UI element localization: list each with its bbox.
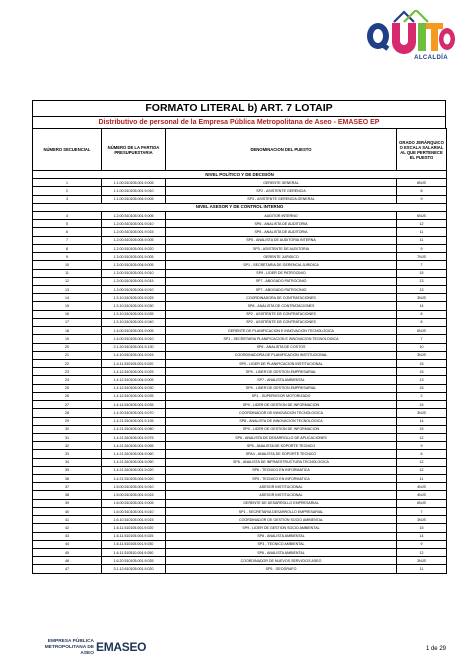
cell-sequence: 37	[33, 483, 102, 491]
cell-position: SP3 - ASISTENTE DE AUDITORIA	[166, 244, 397, 252]
column-header-sequence: NÚMERO SECUENCIAL	[33, 129, 102, 171]
cell-grade: 6NJS	[397, 212, 447, 220]
cell-sequence: 5	[33, 220, 102, 228]
cell-position: GERENTE DE PLANIFICACION E INNOVACION TECNOLOGICA	[166, 327, 397, 335]
cell-sequence: 44	[33, 540, 102, 548]
cell-position: SP9 - LIDER DE GESTION DE INFORMACION	[166, 425, 397, 433]
cell-budget-item: 1.1.00.510105.001.9.010	[102, 187, 166, 195]
cell-position: SP2 - ASISTENTE GERENCIA	[166, 187, 397, 195]
cell-position: SP5 - ANALISTA DE SOPORTE TECNICO	[166, 442, 397, 450]
cell-sequence: 43	[33, 532, 102, 540]
cell-position: SP2 - ASISTENTE DE CONTRATACIONES	[166, 318, 397, 326]
cell-grade: 12	[397, 433, 447, 441]
cell-grade: 11	[397, 475, 447, 483]
cell-grade: 9	[397, 540, 447, 548]
cell-budget-item: 1.4.12.510105.001.9.035	[102, 392, 166, 400]
table-row	[33, 409, 447, 417]
table-row	[33, 491, 447, 499]
cell-grade: 9	[397, 195, 447, 203]
cell-position: GERENTE JURIDICO	[166, 253, 397, 261]
cell-sequence: 47	[33, 565, 102, 573]
cell-budget-item: 1.5.00.510105.001.9.015	[102, 491, 166, 499]
table-row	[33, 549, 447, 557]
cell-budget-item: 1.4.21.510105.001.9.080	[102, 425, 166, 433]
table-row	[33, 228, 447, 236]
page-title: FORMATO LITERAL b) ART. 7 LOTAIP	[32, 100, 446, 116]
cell-budget-item: 1.6.11.510510.004.9.050	[102, 549, 166, 557]
cell-grade: 7	[397, 261, 447, 269]
table-row	[33, 532, 447, 540]
table-row	[33, 466, 447, 474]
personnel-table	[32, 128, 447, 574]
cell-position: SP2 - ASISTENTE DE CONTRATACIONES	[166, 310, 397, 318]
cell-position: COORDINADOR DE GESTION SOCIO AMBIENTAL	[166, 516, 397, 524]
cell-position: SP6 - ANALISTA AMBIENTAL	[166, 549, 397, 557]
table-row	[33, 195, 447, 203]
cell-budget-item: 1.2.00.510105.001.9.015	[102, 228, 166, 236]
table-row	[33, 335, 447, 343]
table-row	[33, 483, 447, 491]
cell-grade: 8	[397, 187, 447, 195]
cell-position: SP3 - ASISTENTE GERENCIA GENERAL	[166, 195, 397, 203]
table-row	[33, 212, 447, 220]
cell-position: SP6 - TECNICO EN INFORMATICA	[166, 466, 397, 474]
table-row	[33, 310, 447, 318]
cell-sequence: 32	[33, 442, 102, 450]
cell-budget-item: 1.2.00.510105.004.9.005	[102, 236, 166, 244]
quito-wordmark	[364, 10, 456, 58]
cell-sequence: 6	[33, 228, 102, 236]
cell-sequence: 23	[33, 368, 102, 376]
cell-sequence: 36	[33, 475, 102, 483]
cell-sequence: 40	[33, 507, 102, 515]
cell-sequence: 7	[33, 236, 102, 244]
cell-budget-item: 1.3.00.510105.004.9.005	[102, 261, 166, 269]
quito-logo	[364, 10, 456, 72]
cell-grade: 6NJS	[397, 327, 447, 335]
section-title: NIVEL ASESOR Y DE CONTROL INTERNO	[33, 203, 447, 211]
cell-budget-item: 1.4.12.510105.004.9.005	[102, 376, 166, 384]
cell-position: ASESOR INSTITUCIONAL	[166, 483, 397, 491]
cell-sequence: 17	[33, 318, 102, 326]
table-row	[33, 499, 447, 507]
cell-sequence: 34	[33, 458, 102, 466]
cell-position: SP9 - LIDER DE GESTION DE INFORMACION	[166, 401, 397, 409]
cell-grade: 14	[397, 417, 447, 425]
cell-sequence: 28	[33, 409, 102, 417]
cell-budget-item: 1.5.00.510105.001.9.010	[102, 483, 166, 491]
table-row	[33, 261, 447, 269]
cell-budget-item: 1.4.21.510105.001.9.135	[102, 417, 166, 425]
page-subtitle: Distributivo de personal de la Empresa Pública Metropolitana de Aseo - EMASEO EP	[32, 116, 446, 128]
cell-position: SP8 - ANALISTA DE CONTRATACIONES	[166, 302, 397, 310]
table-row	[33, 236, 447, 244]
cell-grade: 3NJS	[397, 516, 447, 524]
table-row	[33, 376, 447, 384]
cell-position: SP6 - ANALISTA DE AUDITORIA	[166, 220, 397, 228]
cell-sequence: 29	[33, 417, 102, 425]
cell-sequence: 4	[33, 212, 102, 220]
cell-position: SP9 - LIDER DE GESTION EMPRESARIAL	[166, 384, 397, 392]
table-row	[33, 450, 447, 458]
cell-budget-item: 1.2.00.510105.001.9.020	[102, 244, 166, 252]
table-row	[33, 516, 447, 524]
cell-grade: 15	[397, 524, 447, 532]
cell-sequence: 41	[33, 516, 102, 524]
table-row	[33, 343, 447, 351]
cell-grade: 8	[397, 318, 447, 326]
cell-grade: 14	[397, 302, 447, 310]
cell-grade: 11	[397, 236, 447, 244]
cell-budget-item: 1.4.14.510105.001.9.035	[102, 401, 166, 409]
cell-grade: 3NJS	[397, 409, 447, 417]
cell-grade: 7	[397, 335, 447, 343]
cell-budget-item: 1.4.20.510105.001.9.070	[102, 409, 166, 417]
cell-budget-item: 1.1.00.510105.004.9.005	[102, 195, 166, 203]
section-row	[33, 203, 447, 211]
cell-sequence: 9	[33, 253, 102, 261]
table-row	[33, 286, 447, 294]
cell-position: GERENTE GENERAL	[166, 179, 397, 187]
cell-sequence: 39	[33, 499, 102, 507]
cell-budget-item: 1.4.21.510105.004.9.020	[102, 475, 166, 483]
cell-sequence: 11	[33, 269, 102, 277]
cell-budget-item: 1.3.10.510105.001.9.040	[102, 318, 166, 326]
cell-budget-item: 1.6.00.510105.001.9.005	[102, 499, 166, 507]
cell-position: SP5 - TECNICO EN INFORMATICA	[166, 475, 397, 483]
cell-position: SP8 - ANALISTA DE INNOVACION TECNOLOGICA	[166, 417, 397, 425]
table-row	[33, 384, 447, 392]
cell-budget-item: 1.3.00.510105.001.9.010	[102, 269, 166, 277]
cell-budget-item: 1.3.00.510105.001.9.005	[102, 253, 166, 261]
table-row	[33, 327, 447, 335]
table-row	[33, 359, 447, 367]
cell-budget-item: 1.4.21.510105.001.9.075	[102, 433, 166, 441]
cell-budget-item: 1.6.11.510105.001.9.020	[102, 524, 166, 532]
cell-sequence: 35	[33, 466, 102, 474]
table-header-row	[33, 129, 447, 171]
cell-sequence: 33	[33, 450, 102, 458]
table-row	[33, 179, 447, 187]
cell-grade: 15	[397, 269, 447, 277]
cell-grade: 3NJS	[397, 294, 447, 302]
cell-budget-item: 1.6.10.510105.001.9.015	[102, 516, 166, 524]
cell-budget-item: 1.4.12.510105.001.9.025	[102, 368, 166, 376]
cell-sequence: 2	[33, 187, 102, 195]
cell-position: SP7 - ABOGADO PATROCINIO	[166, 277, 397, 285]
cell-grade: 11	[397, 565, 447, 573]
cell-budget-item: 2.1.20.510105.001.9.130	[102, 343, 166, 351]
cell-sequence: 13	[33, 286, 102, 294]
cell-position: SP5 - ANALISTA DE AUDITORIA INTERNA	[166, 236, 397, 244]
cell-position: SPA4 - ANALISTA DE SOPORTE TECNICO	[166, 450, 397, 458]
table-row	[33, 540, 447, 548]
cell-position: SP8 - ANALISTA AMBIENTAL	[166, 532, 397, 540]
cell-position: SP3 - TECNICO AMBIENTAL	[166, 540, 397, 548]
cell-sequence: 27	[33, 401, 102, 409]
emaseo-logo	[30, 638, 147, 658]
cell-budget-item: 1.4.00.510105.001.9.005	[102, 327, 166, 335]
cell-grade: 8NJS	[397, 179, 447, 187]
cell-grade: 13	[397, 286, 447, 294]
cell-position: SP7 - ABOGADO PATROCINIO	[166, 286, 397, 294]
table-row	[33, 220, 447, 228]
logo-subtitle: ALCALDÍA	[414, 55, 448, 61]
cell-budget-item: 1.2.00.510105.001.9.005	[102, 212, 166, 220]
table-row	[33, 187, 447, 195]
cell-position: ASESOR INSTITUCIONAL	[166, 491, 397, 499]
cell-position: SP6 - ANALISTA DE INFRAESTRUCTURA TECNOLOGICA	[166, 458, 397, 466]
cell-budget-item: 1.4.11.510105.001.9.020	[102, 359, 166, 367]
cell-budget-item: 1.6.11.510105.001.9.030	[102, 540, 166, 548]
table-row	[33, 417, 447, 425]
cell-sequence: 19	[33, 335, 102, 343]
table-row	[33, 433, 447, 441]
table-row	[33, 507, 447, 515]
cell-sequence: 3	[33, 195, 102, 203]
cell-budget-item: 1.4.21.510105.001.9.055	[102, 442, 166, 450]
cell-sequence: 42	[33, 524, 102, 532]
cell-sequence: 24	[33, 376, 102, 384]
table-row	[33, 458, 447, 466]
cell-budget-item: 1.4.10.510105.001.9.015	[102, 351, 166, 359]
cell-budget-item: 1.4.21.510105.004.9.050	[102, 458, 166, 466]
cell-sequence: 46	[33, 557, 102, 565]
cell-position: SP1 - SECRETARIA PLANIFICACION E INNOVACION TECNOLOGICA	[166, 335, 397, 343]
cell-position: SP1 - SECRETARIA DESARROLLO EMPRESARIAL	[166, 507, 397, 515]
cell-budget-item: 1.6.20.510105.001.9.035	[102, 557, 166, 565]
column-header-grade: GRADO JERÁRQUICO O ESCALA SALARIAL AL QUE PERTENECE EL PUESTO	[397, 129, 447, 171]
cell-grade: 12	[397, 220, 447, 228]
cell-position: COORDINADORA DE CONTRATACIONES	[166, 294, 397, 302]
cell-grade: 9	[397, 442, 447, 450]
cell-sequence: 21	[33, 351, 102, 359]
cell-grade: 15	[397, 368, 447, 376]
cell-grade: 8	[397, 310, 447, 318]
cell-sequence: 12	[33, 277, 102, 285]
table-row	[33, 442, 447, 450]
cell-budget-item: 1.6.00.510105.001.9.010	[102, 507, 166, 515]
cell-budget-item: 1.6.11.510105.004.9.025	[102, 532, 166, 540]
cell-budget-item: 1.3.00.510105.001.9.015	[102, 277, 166, 285]
cell-grade: 14	[397, 532, 447, 540]
cell-grade: 3NJS	[397, 557, 447, 565]
cell-grade: 13	[397, 277, 447, 285]
cell-grade: 15	[397, 359, 447, 367]
cell-budget-item: 1.4.21.510105.004.9.060	[102, 450, 166, 458]
cell-budget-item: 1.3.10.510105.001.9.030	[102, 302, 166, 310]
cell-grade: 3NJS	[397, 351, 447, 359]
table-row	[33, 294, 447, 302]
cell-sequence: 8	[33, 244, 102, 252]
cell-budget-item: 1.4.21.510105.001.9.020	[102, 466, 166, 474]
cell-sequence: 10	[33, 261, 102, 269]
cell-budget-item: 1.3.00.510105.004.9.010	[102, 286, 166, 294]
cell-grade: 10	[397, 343, 447, 351]
cell-grade: 12	[397, 466, 447, 474]
cell-grade: 13	[397, 376, 447, 384]
cell-sequence: 20	[33, 343, 102, 351]
table-row	[33, 318, 447, 326]
cell-sequence: 45	[33, 549, 102, 557]
table-body	[33, 171, 447, 574]
page-number: 1 de 29	[425, 646, 446, 652]
table-row	[33, 253, 447, 261]
cell-position: SP9 - LIDER DE PATROCINIO	[166, 269, 397, 277]
cell-grade: 6NJS	[397, 499, 447, 507]
cell-position: COORDINADOR DE INNOVACION TECNOLOGICA	[166, 409, 397, 417]
table-row	[33, 425, 447, 433]
footer-org-name	[30, 639, 94, 657]
cell-grade: 15	[397, 425, 447, 433]
cell-position: SP5 - ANALISTA DE AUDITORIA	[166, 228, 397, 236]
cell-grade: 9	[397, 244, 447, 252]
cell-sequence: 15	[33, 302, 102, 310]
cell-sequence: 18	[33, 327, 102, 335]
cell-sequence: 1	[33, 179, 102, 187]
cell-budget-item: 1.1.00.510105.001.9.005	[102, 179, 166, 187]
document	[32, 100, 446, 574]
cell-position: SP1 - SUPERVISOR MOTORIZADO	[166, 392, 397, 400]
cell-budget-item: 1.3.10.510105.001.9.025	[102, 294, 166, 302]
cell-position: SP9 - LIDER DE PLANIFICACION INSTITUCIONAL	[166, 359, 397, 367]
cell-grade: 12	[397, 549, 447, 557]
table-row	[33, 565, 447, 573]
cell-grade: 12	[397, 458, 447, 466]
table-row	[33, 401, 447, 409]
cell-budget-item: 1.3.10.510105.001.9.035	[102, 310, 166, 318]
column-header-position: DENOMINACION DEL PUESTO	[166, 129, 397, 171]
cell-sequence: 31	[33, 433, 102, 441]
cell-position: COORDINADOR DE NUEVOS SERVICIOS ASEO	[166, 557, 397, 565]
footer-brand: EMASEO	[96, 640, 147, 654]
cell-position: AUDITOR INTERNO	[166, 212, 397, 220]
cell-position: COORDINADORA DE PLANIFICACION INSTITUCIONAL	[166, 351, 397, 359]
table-row	[33, 475, 447, 483]
cell-position: SP9 - LIDER DE GESTION EMPRESARIAL	[166, 368, 397, 376]
cell-budget-item: 1.2.00.510105.001.9.010	[102, 220, 166, 228]
table-row	[33, 302, 447, 310]
cell-sequence: 30	[33, 425, 102, 433]
table-row	[33, 351, 447, 359]
table-row	[33, 392, 447, 400]
cell-sequence: 26	[33, 392, 102, 400]
cell-grade: 2	[397, 392, 447, 400]
cell-position: SP9 - LIDER DE GESTION SOCIO AMBIENTAL	[166, 524, 397, 532]
table-row	[33, 269, 447, 277]
table-row	[33, 557, 447, 565]
cell-grade: 4NJS	[397, 483, 447, 491]
column-header-budget-item: NÚMERO DE LA PARTIDA PRESUPUESTARIA	[102, 129, 166, 171]
cell-grade: 11	[397, 228, 447, 236]
table-row	[33, 368, 447, 376]
cell-budget-item: 1.4.00.510105.001.9.010	[102, 335, 166, 343]
table-row	[33, 277, 447, 285]
cell-sequence: 16	[33, 310, 102, 318]
cell-grade: 4NJS	[397, 491, 447, 499]
section-title: NIVEL POLÍTICO Y DE DECISIÓN	[33, 171, 447, 179]
table-row	[33, 524, 447, 532]
footer-org-line1: EMPRESA PÚBLICA	[47, 639, 94, 644]
cell-grade: 7NJS	[397, 253, 447, 261]
cell-position: SP6 - ANALISTA DE DESARROLLO DE APLICACIONES	[166, 433, 397, 441]
cell-sequence: 22	[33, 359, 102, 367]
cell-grade: 7	[397, 507, 447, 515]
cell-grade: 15	[397, 401, 447, 409]
cell-position: GERENTE DE DESARROLLO EMPRESARIAL	[166, 499, 397, 507]
cell-position: SP6 - ANALISTA DE COSTOS	[166, 343, 397, 351]
cell-sequence: 14	[33, 294, 102, 302]
cell-grade: 6	[397, 450, 447, 458]
cell-grade: 15	[397, 384, 447, 392]
section-row	[33, 171, 447, 179]
footer-org-line2: METROPOLITANA DE ASEO	[44, 645, 94, 656]
cell-budget-item: 3.1.12.610105.001.9.020	[102, 565, 166, 573]
cell-position: SP1 - SECRETARIA DE GERENCIA JURIDICA	[166, 261, 397, 269]
cell-budget-item: 1.4.12.510105.001.9.030	[102, 384, 166, 392]
table-row	[33, 244, 447, 252]
cell-sequence: 25	[33, 384, 102, 392]
cell-position: SP7 - ANALISTA AMBIENTAL	[166, 376, 397, 384]
cell-position: SP5 - GEOGRAFO	[166, 565, 397, 573]
cell-sequence: 38	[33, 491, 102, 499]
